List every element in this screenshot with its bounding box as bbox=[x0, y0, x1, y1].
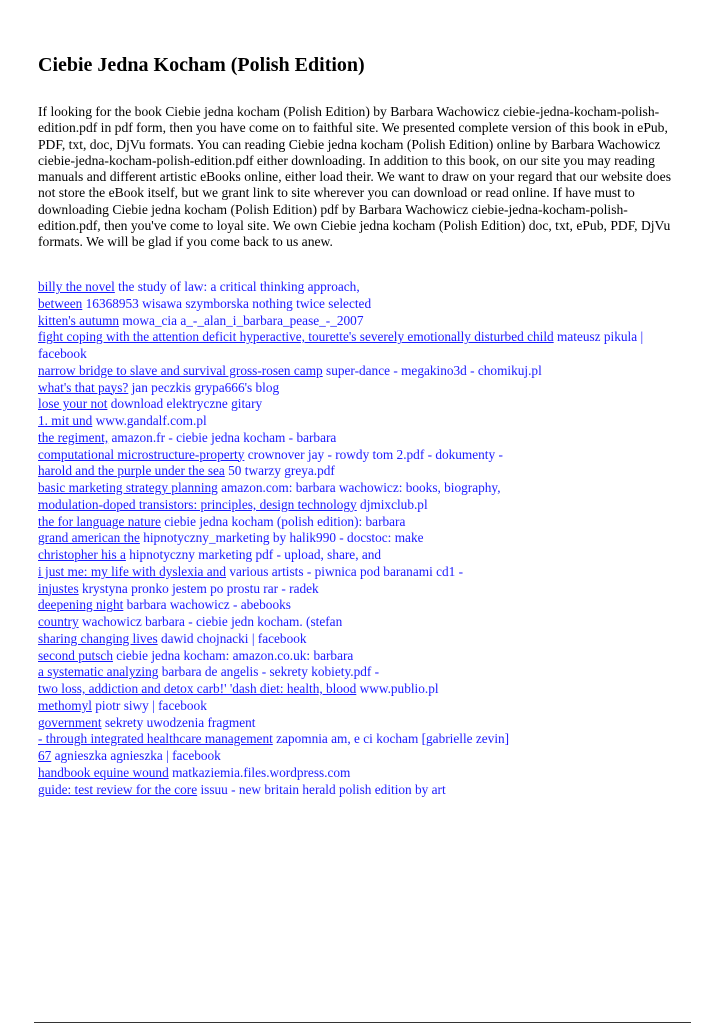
list-item-link[interactable]: country bbox=[38, 614, 79, 629]
list-item bbox=[38, 279, 678, 296]
list-item bbox=[38, 447, 678, 464]
list-item-text: hipnotyczny marketing pdf - upload, share, and bbox=[129, 547, 382, 562]
list-item-link[interactable]: 67 bbox=[38, 748, 52, 763]
list-item-link[interactable]: deepening night bbox=[38, 597, 124, 613]
list-item bbox=[38, 363, 678, 380]
list-item bbox=[38, 581, 678, 598]
list-item-text: 16368953 wisawa szymborska nothing twice selected bbox=[85, 295, 372, 311]
list-item bbox=[38, 547, 678, 564]
intro-paragraph: If looking for the book Ciebie jedna kocham (Polish Edition) by Barbara Wachowicz ciebie-jedna-kocham-polish-edition.pdf in pdf form, then you have come on to faithful site. We presented complete version of this book in ePub, PDF, txt, doc, DjVu formats. You can reading Ciebie jedna kocham (Polish Edition) online by Barbara Wachowicz ciebie-jedna-kocham-polish-edition.pdf either downloading. In addition to this book, on our site you may reading manuals and different artistic eBooks online, either load their. We want to draw on your regard that our website does not store the eBook itself, but we grant link to site wherever you can download or read online. If have must to downloading Ciebie jedna kocham (Polish Edition) pdf by Barbara Wachowicz ciebie-jedna-kocham-polish-edition.pdf, then you've come to loyal site. We own Ciebie jedna kocham (Polish Edition) doc, txt, ePub, PDF, DjVu formats. We will be glad if you come back to us anew. bbox=[38, 104, 671, 250]
list-item bbox=[38, 731, 678, 748]
list-item-link[interactable]: basic marketing strategy planning bbox=[38, 480, 218, 495]
list-item-text: amazon.fr - ciebie jedna kocham - barbara bbox=[111, 429, 337, 445]
list-item-text: issuu - new britain herald polish edition by art bbox=[200, 781, 446, 797]
list-item-text: crownover jay - rowdy tom 2.pdf - dokumenty - bbox=[247, 446, 503, 462]
list-item-text: 50 twarzy greya.pdf bbox=[228, 463, 335, 479]
list-item bbox=[38, 413, 678, 430]
list-item-text: barbara wachowicz - abebooks bbox=[126, 597, 291, 613]
list-item-text: the study of law: a critical thinking approach, bbox=[118, 279, 360, 294]
list-item bbox=[38, 631, 678, 648]
list-item bbox=[38, 296, 678, 313]
list-item-link[interactable]: i just me: my life with dyslexia and bbox=[38, 563, 226, 579]
list-item bbox=[38, 313, 678, 330]
list-item bbox=[38, 530, 678, 547]
list-item-link[interactable]: grand american the bbox=[38, 530, 140, 546]
list-item bbox=[38, 396, 678, 413]
list-item-link[interactable]: - through integrated healthcare management bbox=[38, 731, 273, 747]
list-item-link[interactable]: the for language nature bbox=[38, 513, 161, 529]
list-item-text: www.publio.pl bbox=[359, 681, 439, 696]
list-item-link[interactable]: second putsch bbox=[38, 647, 113, 663]
list-item-link[interactable]: methomyl bbox=[38, 697, 92, 713]
list-item bbox=[38, 715, 678, 732]
list-item-link[interactable]: a systematic analyzing bbox=[38, 664, 159, 680]
list-item-text: jan peczkis grypa666's blog bbox=[131, 379, 280, 395]
list-item-link[interactable]: 1. mit und bbox=[38, 413, 93, 428]
list-item bbox=[38, 664, 678, 681]
list-item-link[interactable]: harold and the purple under the sea bbox=[38, 463, 225, 479]
list-item bbox=[38, 648, 678, 665]
list-item bbox=[38, 480, 678, 497]
list-item-text: sekrety uwodzenia fragment bbox=[104, 714, 256, 730]
list-item-link[interactable]: christopher his a bbox=[38, 547, 126, 562]
list-item-link[interactable]: computational microstructure-property bbox=[38, 446, 245, 462]
list-item-text: wachowicz barbara - ciebie jedn kocham. (stefan bbox=[81, 614, 343, 629]
list-item-text: mowa_cia a_-_alan_i_barbara_pease_-_2007 bbox=[122, 312, 364, 328]
link-list bbox=[38, 279, 678, 798]
list-item-link[interactable]: sharing changing lives bbox=[38, 630, 158, 646]
footer-divider bbox=[34, 1022, 691, 1023]
list-item bbox=[38, 564, 678, 581]
list-item-text: dawid chojnacki | facebook bbox=[160, 630, 307, 646]
list-item-link[interactable]: the regiment, bbox=[38, 429, 109, 445]
list-item-link[interactable]: injustes bbox=[38, 580, 79, 596]
list-item-link[interactable]: guide: test review for the core bbox=[38, 781, 198, 797]
list-item bbox=[38, 681, 678, 698]
list-item-link[interactable]: two loss, addiction and detox carb!' 'dash diet: health, blood bbox=[38, 681, 357, 696]
list-item-link[interactable]: narrow bridge to slave and survival gross-rosen camp bbox=[38, 362, 323, 378]
list-item-text: piotr siwy | facebook bbox=[95, 697, 207, 713]
list-item-text: www.gandalf.com.pl bbox=[95, 413, 207, 428]
list-item-link[interactable]: between bbox=[38, 295, 83, 311]
list-item bbox=[38, 782, 678, 799]
list-item bbox=[38, 748, 678, 765]
list-item-text: ciebie jedna kocham: amazon.co.uk: barbara bbox=[116, 647, 354, 663]
list-item-text: zapomnia am, e ci kocham [gabrielle zevin] bbox=[276, 731, 510, 747]
page-title: Ciebie Jedna Kocham (Polish Edition) bbox=[38, 54, 365, 76]
list-item-link[interactable]: billy the novel bbox=[38, 279, 115, 294]
list-item bbox=[38, 698, 678, 715]
list-item-text: djmixclub.pl bbox=[360, 496, 428, 512]
list-item-text: download elektryczne gitary bbox=[110, 396, 263, 412]
list-item-text: agnieszka agnieszka | facebook bbox=[54, 748, 221, 763]
list-item-text: ciebie jedna kocham (polish edition): barbara bbox=[164, 513, 406, 529]
list-item-link[interactable]: lose your not bbox=[38, 396, 108, 412]
list-item bbox=[38, 380, 678, 397]
list-item-text: barbara de angelis - sekrety kobiety.pdf - bbox=[161, 664, 380, 680]
list-item bbox=[38, 329, 678, 363]
list-item bbox=[38, 463, 678, 480]
list-item-text: hipnotyczny_marketing by halik990 - docstoc: make bbox=[143, 530, 424, 546]
list-item bbox=[38, 497, 678, 514]
list-item bbox=[38, 614, 678, 631]
list-item-link[interactable]: modulation-doped transistors: principles, design technology bbox=[38, 496, 357, 512]
list-item-link[interactable]: government bbox=[38, 714, 102, 730]
list-item-link[interactable]: fight coping with the attention deficit hyperactive, tourette's severely emotionally disturbed child bbox=[38, 329, 554, 345]
list-item-link[interactable]: handbook equine wound bbox=[38, 764, 169, 780]
list-item-text: mateusz pikula | facebook bbox=[38, 329, 644, 361]
list-item-link[interactable]: kitten's autumn bbox=[38, 312, 120, 328]
list-item-link[interactable]: what's that pays? bbox=[38, 379, 129, 395]
list-item-text: krystyna pronko jestem po prostu rar - radek bbox=[81, 580, 319, 596]
list-item bbox=[38, 765, 678, 782]
list-item-text: super-dance - megakino3d - chomikuj.pl bbox=[326, 362, 542, 378]
list-item bbox=[38, 430, 678, 447]
list-item-text: various artists - piwnica pod baranami cd1 - bbox=[229, 563, 464, 579]
list-item-text: amazon.com: barbara wachowicz: books, biography, bbox=[221, 480, 501, 495]
list-item-text: matkaziemia.files.wordpress.com bbox=[172, 764, 351, 780]
list-item bbox=[38, 597, 678, 614]
list-item bbox=[38, 514, 678, 531]
